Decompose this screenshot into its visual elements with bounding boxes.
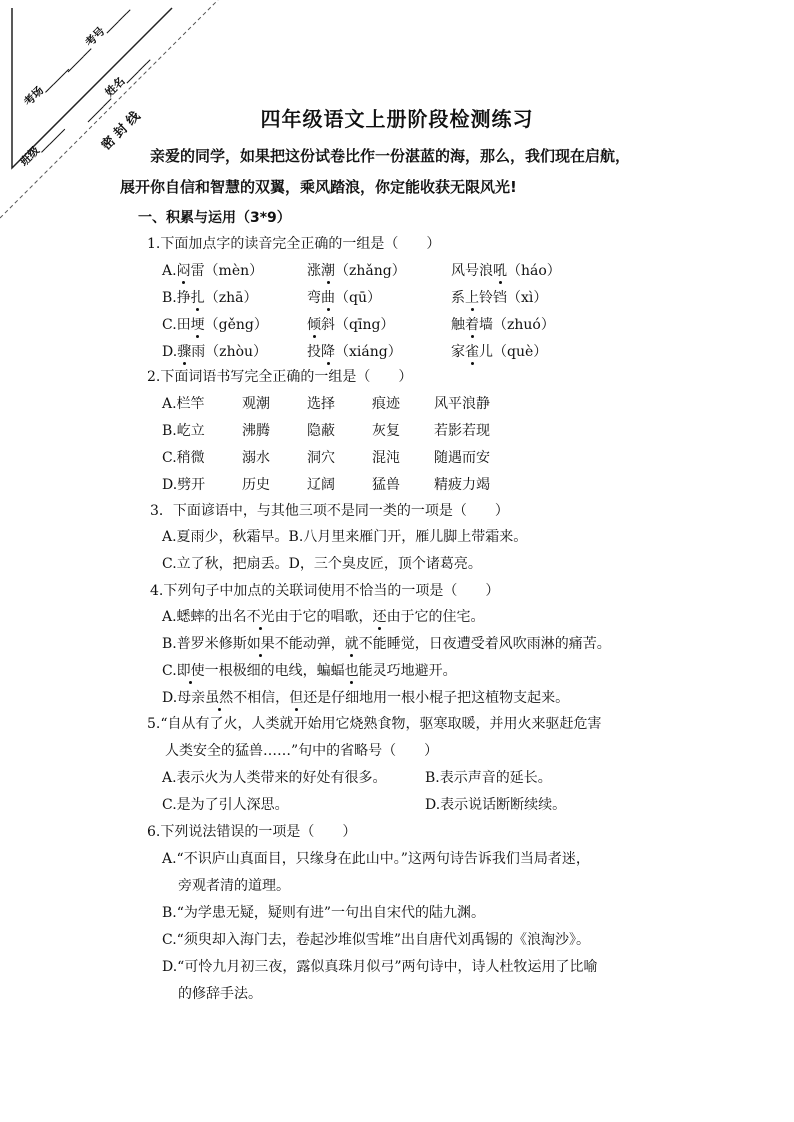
q4-option-b: B.普罗米修斯如果不能动弹，就不能睡觉，日夜遭受着风吹雨淋的痛苦。	[162, 633, 611, 653]
q6-option-a-1: A.“不识庐山真面目，只缘身在此山中。”这两句诗告诉我们当局者迷，	[162, 851, 590, 867]
q6-option-b: B.“为学患无疑，疑则有进”一句出自宋代的陆九渊。	[162, 905, 486, 921]
q1-option: B.挣扎（zhā）	[162, 287, 258, 307]
q1-option: 弯曲（qū）	[307, 287, 381, 307]
q5-stem-1: 5.“自从有了火，人类就开始用它烧熟食物，驱寒取暖，并用火来驱赶危害	[147, 716, 602, 732]
q2-word: 选择	[307, 396, 335, 412]
q1-option: C.田埂（gěng）	[162, 314, 268, 334]
q5-option-d: D.表示说话断断续续。	[425, 797, 567, 813]
q2-word: 灰复	[372, 423, 400, 439]
q4-option-c: C.即使一根极细的电线，蝙蝠也能灵巧地避开。	[162, 660, 457, 680]
q1-option: 风号浪吼（háo）	[451, 260, 561, 280]
seal-line-label: 密 封 线	[98, 108, 144, 154]
q2-word: 若影若现	[434, 423, 490, 439]
q2-word: 混沌	[372, 450, 400, 466]
q2-stem: 2.下面词语书写完全正确的一组是（ ）	[147, 369, 413, 385]
class-label: 班级______	[17, 120, 66, 169]
q5-option-b: B.表示声音的延长。	[425, 770, 552, 786]
q1-option: D.骤雨（zhòu）	[162, 341, 267, 361]
exam-no-label: ______考号______	[59, 1, 131, 73]
q1-option: A.闷雷（mèn）	[162, 260, 263, 280]
page-title: 四年级语文上册阶段检测练习	[260, 107, 534, 131]
q2-word: D.劈开	[162, 477, 206, 493]
q2-word: 痕迹	[372, 396, 400, 412]
section-heading: 一、积累与运用（3*9）	[138, 210, 291, 226]
q6-option-d-2: 的修辞手法。	[178, 986, 262, 1002]
q2-word: 观潮	[242, 396, 270, 412]
q6-stem: 6.下列说法错误的一项是（ ）	[147, 824, 357, 840]
q1-option: 倾斜（qīng）	[307, 314, 394, 334]
q2-word: B.屹立	[162, 423, 205, 439]
q4-option-a: A.蟋蟀的出名不光由于它的唱歌，还由于它的住宅。	[162, 606, 485, 626]
q4-stem: 4.下列句子中加点的关联词使用不恰当的一项是（ ）	[150, 583, 500, 599]
q2-word: 风平浪静	[434, 396, 490, 412]
q3-line-2: C.立了秋，把扇丢。D，三个臭皮匠，顶个诸葛亮。	[162, 556, 482, 572]
q3-stem: 3．下面谚语中，与其他三项不是同一类的一项是（ ）	[150, 503, 509, 519]
q1-stem: 1.下面加点字的读音完全正确的一组是（ ）	[147, 236, 441, 252]
intro-line-2: 展开你自信和智慧的双翼，乘风踏浪，你定能收获无限风光!	[120, 178, 517, 196]
q2-word: 隐蔽	[307, 423, 335, 439]
q1-option: 涨潮（zhǎng）	[307, 260, 406, 280]
seat-label: 考场______	[21, 60, 70, 109]
q2-word: 随遇而安	[434, 450, 490, 466]
q1-option: 触着墙（zhuó）	[451, 314, 555, 334]
q1-option: 系上铃铛（xì）	[451, 287, 547, 307]
q5-stem-2: 人类安全的猛兽……”句中的省略号（ ）	[165, 743, 439, 759]
q1-option: 家雀儿（què）	[451, 341, 547, 361]
q5-option-c: C.是为了引人深思。	[162, 797, 289, 813]
q2-word: 洞穴	[307, 450, 335, 466]
q2-word: 精疲力竭	[434, 477, 490, 493]
q5-option-a: A.表示火为人类带来的好处有很多。	[162, 770, 387, 786]
q6-option-a-2: 旁观者清的道理。	[178, 878, 290, 894]
q2-word: 溺水	[242, 450, 270, 466]
q4-option-d: D.母亲虽然不相信，但还是仔细地用一根小棍子把这植物支起来。	[162, 687, 569, 707]
q2-word: 辽阔	[307, 477, 335, 493]
q6-option-c: C.“须臾却入海门去，卷起沙堆似雪堆”出自唐代刘禹锡的《浪淘沙》。	[162, 932, 590, 948]
q6-option-d-1: D.“可怜九月初三夜，露似真珠月似弓”两句诗中，诗人杜牧运用了比喻	[162, 959, 598, 975]
intro-line-1: 亲爱的同学，如果把这份试卷比作一份湛蓝的海，那么，我们现在启航，	[150, 147, 631, 165]
q2-word: 历史	[242, 477, 270, 493]
q3-line-1: A.夏雨少，秋霜早。B.八月里来雁门开，雁儿脚上带霜来。	[162, 529, 528, 545]
name-label: ______姓名______	[79, 51, 151, 123]
q2-word: 沸腾	[242, 423, 270, 439]
q1-option: 投降（xiáng）	[307, 341, 402, 361]
q2-word: C.稍微	[162, 450, 205, 466]
q2-word: 猛兽	[372, 477, 400, 493]
q2-word: A.栏竿	[162, 396, 205, 412]
